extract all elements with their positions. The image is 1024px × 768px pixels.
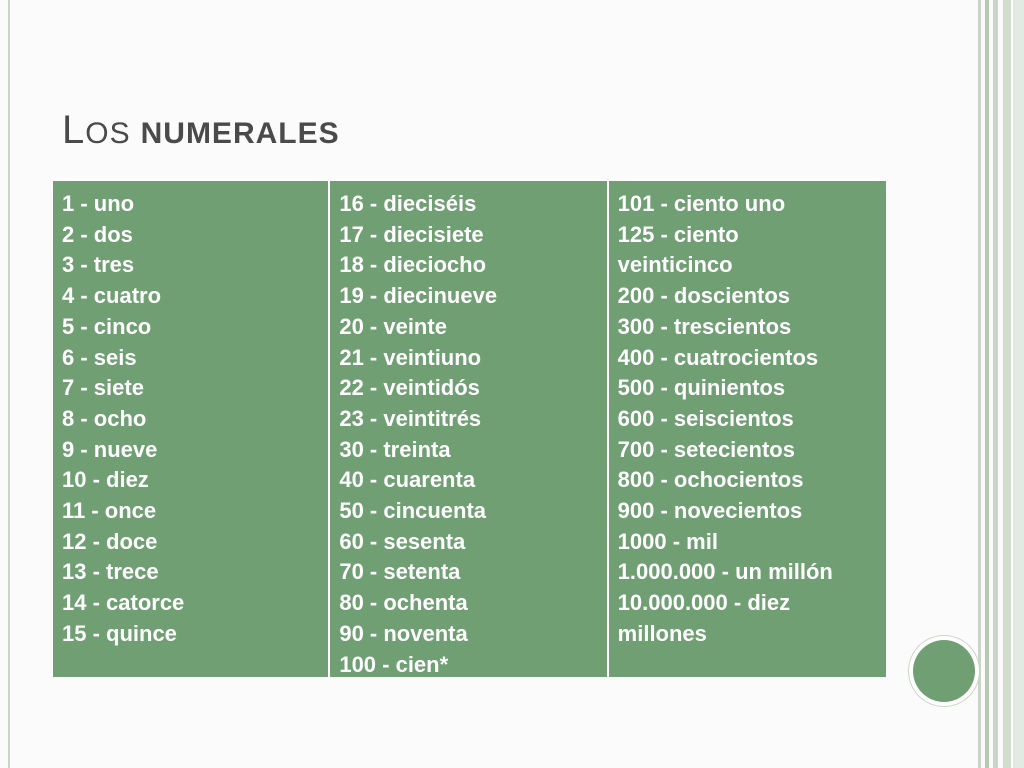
slide-title-part-bold: NUMERALES (140, 117, 340, 150)
right-decor-stripe (978, 0, 981, 768)
table-item: 6 - seis (62, 344, 137, 370)
numerals-table (52, 180, 887, 678)
table-item: 30 - treinta (339, 436, 451, 462)
table-item: 8 - ocho (62, 405, 147, 431)
table-item: 700 - setecientos (617, 436, 795, 462)
decorative-circle (913, 640, 975, 702)
table-item: 101 - ciento uno (617, 191, 786, 216)
table-item: 125 - ciento (617, 221, 739, 247)
table-column-1 (53, 181, 330, 677)
right-decor-stripe (1013, 0, 1024, 768)
table-item: 90 - noventa (339, 620, 468, 646)
table-item: 19 - diecinueve (339, 283, 498, 309)
table-item: 100 - cien* (339, 651, 449, 677)
table-item: 10 - diez (62, 467, 149, 493)
table-item: 1.000.000 - un millón (617, 559, 833, 585)
slide-title-first-letter: L (62, 108, 86, 152)
table-item: 800 - ochocientos (617, 467, 804, 493)
table-item: 15 - quince (62, 620, 177, 646)
table-item: 200 - doscientos (617, 283, 791, 309)
table-item: 12 - doce (62, 528, 158, 554)
table-column-3 (609, 181, 886, 677)
table-item: 11 - once (62, 498, 157, 524)
table-item: 3 - tres (62, 252, 135, 278)
table-item: 2 - dos (62, 221, 133, 247)
table-item: 50 - cincuenta (339, 498, 487, 524)
table-item: 17 - diecisiete (339, 221, 484, 247)
table-item: 40 - cuarenta (339, 467, 476, 493)
table-item: 22 - veintidós (339, 375, 480, 401)
table-item: 4 - cuatro (62, 283, 162, 309)
table-item: 18 - dieciocho (339, 252, 487, 278)
slide-title-part: OS (85, 117, 131, 150)
table-item: 13 - trece (62, 559, 159, 585)
table-item: 1000 - mil (617, 528, 718, 554)
table-item: 60 - sesenta (339, 528, 466, 554)
right-decor-stripe (1003, 0, 1011, 768)
table-item: 80 - ochenta (339, 590, 468, 616)
table-item: 900 - novecientos (617, 498, 803, 524)
right-decor-stripe (993, 0, 998, 768)
table-column-2 (330, 181, 608, 677)
table-item: 23 - veintitrés (339, 405, 482, 431)
table-item: 14 - catorce (62, 590, 185, 616)
table-item: 9 - nueve (62, 436, 158, 462)
table-item: 70 - setenta (339, 559, 461, 585)
left-border-line (8, 0, 10, 768)
table-item: 600 - seiscientos (617, 405, 794, 431)
table-item: veinticinco (617, 252, 733, 278)
table-item: millones (617, 620, 707, 646)
table-item: 1 - uno (62, 191, 135, 216)
right-decor-stripe (985, 0, 989, 768)
table-item: 10.000.000 - diez (617, 590, 791, 616)
table-item: 5 - cinco (62, 313, 152, 339)
table-item: 300 - trescientos (617, 313, 792, 339)
table-item: 21 - veintiuno (339, 344, 482, 370)
table-item: 16 - dieciséis (339, 191, 477, 216)
table-item: 7 - siete (62, 375, 144, 401)
table-item: 20 - veinte (339, 313, 447, 339)
slide-title (62, 110, 340, 150)
table-item: 500 - quinientos (617, 375, 786, 401)
table-item: 400 - cuatrocientos (617, 344, 819, 370)
